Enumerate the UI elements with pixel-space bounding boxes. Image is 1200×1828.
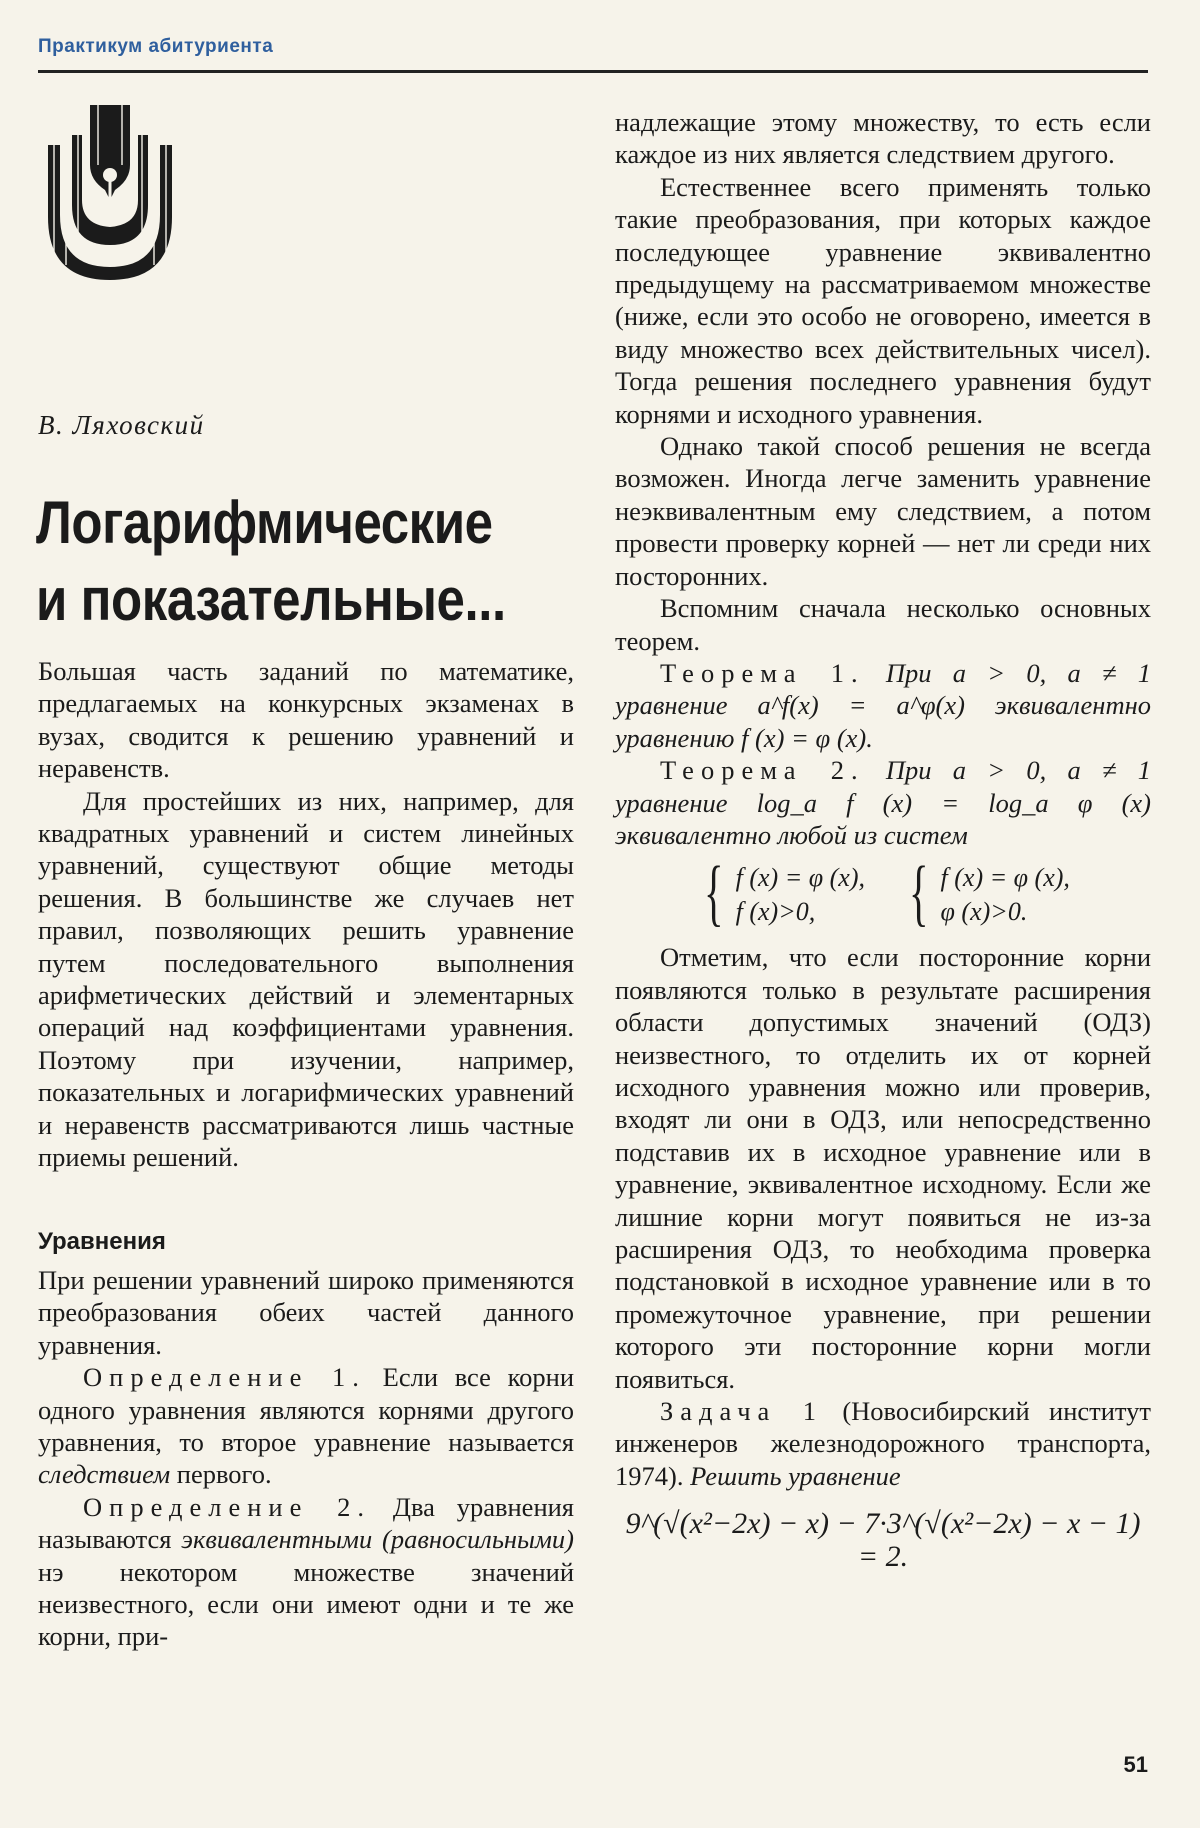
section-header: Практикум абитуриента <box>38 36 274 57</box>
theorem-label: Теорема 2. <box>660 755 865 786</box>
paragraph: Для простейших из них, например, для квадратных уравнений и систем линейных уравнений, существуют общие методы решения. В большинстве же случаев нет правил, позволяющих решить уравнение путем последовательного выполнения арифметических действий и элементарных операций над коэффициентами уравнения. Поэтому при изучении, например, показательных и логарифмических уравнений и неравенств рассматриваются лишь частные приемы решений. <box>38 785 574 1173</box>
header-rule <box>38 70 1148 73</box>
section-heading: Уравнения <box>38 1227 166 1255</box>
title-line-2: и показательные... <box>36 566 506 633</box>
right-column <box>615 106 1151 1573</box>
title-line-1: Логарифмические <box>36 489 493 556</box>
task-equation: 9^(√(x²−2x) − x) − 7·3^(√(x²−2x) − x − 1) = 2. <box>625 1507 1141 1573</box>
left-column <box>38 655 574 1653</box>
paragraph: Однако такой способ решения не всегда возможен. Иногда легче заменить уравнение неэквивалентным ему следствием, а потом провести проверку корней — нет ли среди них посторонних. <box>615 431 1151 591</box>
system-1: { f (x) = φ (x), f (x)>0, <box>704 852 865 935</box>
task-label: Задача 1 <box>660 1396 823 1427</box>
definition-1: Определение 1. Если все корни одного уравнения являются корнями другого уравнения, то второе уравнение называется следствием первого. <box>38 1362 575 1490</box>
theorem-2: Теорема 2. При a > 0, a ≠ 1 уравнение log_a f (x) = log_a φ (x) эквивалентно любой из систем <box>615 755 1151 850</box>
paragraph: Естественнее всего применять только такие преобразования, при которых каждое последующее уравнение эквивалентно предыдущему на рассматриваемом множестве (ниже, если это особо не оговорено, имеется в виду множество всех действительных чисел). Тогда решения последнего уравнения будут корнями и исходного уравнения. <box>615 171 1151 429</box>
defined-term: эквивалентными (равносильными) <box>181 1524 574 1555</box>
paragraph: При решении уравнений широко применяются преобразования обеих частей данного уравнения. <box>38 1264 574 1360</box>
paragraph: Вспомним сначала несколько основных теорем. <box>615 593 1151 656</box>
fountain-pen-nib-emblem-icon <box>40 105 180 280</box>
article-title <box>36 484 512 638</box>
paragraph: Отметим, что если посторонние корни появляются только в результате расширения области допустимых значений (ОДЗ) неизвестного, то отделить их от корней исходного уравнения можно или проверив, входят ли они в ОДЗ, или непосредственно подставив их в исходное уравнение или в уравнение, эквивалентное исходному. Если же лишние корни могут появиться не из-за расширения ОДЗ, то необходима проверка подстановкой в исходное уравнение или в то промежуточное уравнение, при решении которого эти посторонние корни могли появиться. <box>615 942 1151 1394</box>
definition-2: Определение 2. Два уравнения называются эквивалентными (равносильными) нэ некотором множестве значений неизвестного, если они имеют одни и те же корни, при- <box>38 1491 574 1652</box>
definition-label: Определение 2. <box>83 1491 372 1522</box>
theorem-label: Теорема 1. <box>660 657 865 688</box>
task-1: Задача 1 (Новосибирский институт инженеров железнодорожного транспорта, 1974). Решить уравнение <box>615 1396 1151 1491</box>
theorem-1: Теорема 1. При a > 0, a ≠ 1 уравнение a^f(x) = a^φ(x) эквивалентно уравнению f (x) = φ (x). <box>615 657 1151 753</box>
paragraph: надлежащие этому множеству, то есть если каждое из них является следствием другого. <box>615 107 1151 170</box>
system-2: { f (x) = φ (x), φ (x)>0. <box>908 852 1070 935</box>
page-number: 51 <box>1123 1752 1148 1777</box>
author-name: В. Ляховский <box>38 410 205 440</box>
definition-label: Определение 1. <box>83 1362 366 1393</box>
defined-term: следствием <box>38 1459 171 1490</box>
equation-systems <box>615 852 1151 935</box>
intro-paragraph: Большая часть заданий по математике, предлагаемых на конкурсных экзаменах в вузах, сводится к решению уравнений и неравенств. <box>38 656 574 784</box>
